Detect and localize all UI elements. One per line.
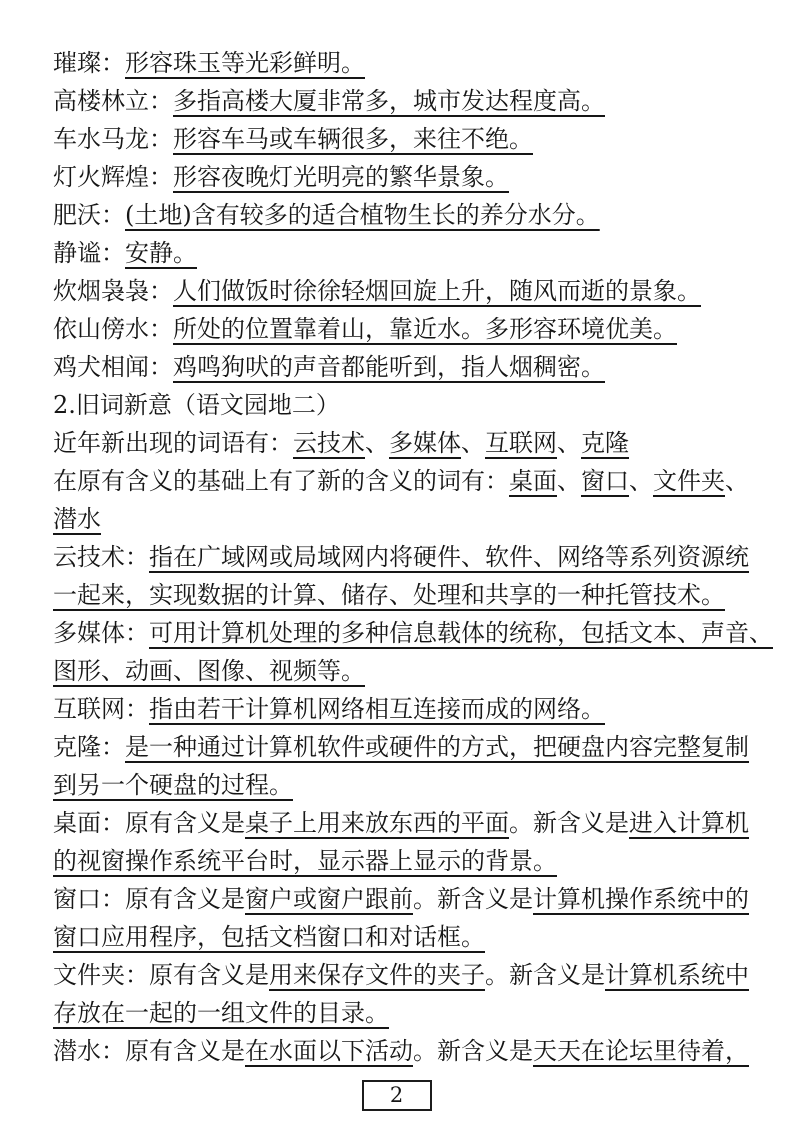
text-run: 。新含义是 <box>485 961 605 989</box>
document-line <box>53 728 755 766</box>
document-line <box>53 652 755 690</box>
underlined-text-run: 计算机系统中 <box>605 961 749 989</box>
underlined-text-run: 互联网 <box>485 429 557 457</box>
text-run: 云技术： <box>53 543 149 571</box>
underlined-text-run: 到另一个硬盘的过程。 <box>53 771 293 799</box>
text-run: 原有含义是 <box>149 961 269 989</box>
underlined-text-run: 形容车马或车辆很多，来往不绝。 <box>173 125 533 153</box>
underlined-text-run: 指由若干计算机网络相互连接而成的网络。 <box>149 695 605 723</box>
document-line <box>53 386 755 424</box>
text-run: 高楼林立： <box>53 87 173 115</box>
text-run: 原有含义是 <box>125 809 245 837</box>
document-content <box>53 44 773 1070</box>
text-run: 潜水： <box>53 1037 125 1065</box>
text-run: 原有含义是 <box>125 1037 245 1065</box>
underlined-text-run: 多媒体 <box>389 429 461 457</box>
underlined-text-run: 一起来，实现数据的计算、储存、处理和共享的一种托管技术。 <box>53 581 725 609</box>
document-line <box>53 918 755 956</box>
document-line <box>53 120 755 158</box>
document-line <box>53 576 755 614</box>
text-run: 克隆： <box>53 733 125 761</box>
text-run: 、 <box>461 429 485 457</box>
underlined-text-run: 人们做饭时徐徐轻烟回旋上升，随风而逝的景象。 <box>173 277 701 305</box>
text-run: 炊烟袅袅： <box>53 277 173 305</box>
text-run: 窗口： <box>53 885 125 913</box>
text-run: 。新含义是 <box>509 809 629 837</box>
underlined-text-run: 所处的位置靠着山，靠近水。多形容环境优美。 <box>173 315 677 343</box>
underlined-text-run: 是一种通过计算机软件或硬件的方式，把硬盘内容完整复制 <box>125 733 749 761</box>
document-line <box>53 538 755 576</box>
document-line <box>53 1032 755 1070</box>
underlined-text-run: 存放在一起的一组文件的目录。 <box>53 999 389 1027</box>
document-line <box>53 196 755 234</box>
text-run: 鸡犬相闻： <box>53 353 173 381</box>
underlined-text-run: (土地)含有较多的适合植物生长的养分水分。 <box>125 201 600 229</box>
underlined-text-run: 用来保存文件的夹子 <box>269 961 485 989</box>
document-line <box>53 44 755 82</box>
underlined-text-run: 可用计算机处理的多种信息载体的统称，包括文本、声音、 <box>149 619 773 647</box>
document-line <box>53 310 755 348</box>
text-run: 文件夹： <box>53 961 149 989</box>
text-run: 静谧： <box>53 239 125 267</box>
underlined-text-run: 进入计算机 <box>629 809 749 837</box>
text-run: 原有含义是 <box>125 885 245 913</box>
underlined-text-run: 鸡鸣狗吠的声音都能听到，指人烟稠密。 <box>173 353 605 381</box>
text-run: 、 <box>557 467 581 495</box>
document-line <box>53 234 755 272</box>
underlined-text-run: 桌面 <box>509 467 557 495</box>
text-run: 肥沃： <box>53 201 125 229</box>
text-run: 近年新出现的词语有： <box>53 429 293 457</box>
document-line <box>53 842 755 880</box>
underlined-text-run: 形容珠玉等光彩鲜明。 <box>125 49 365 77</box>
document-line <box>53 956 755 994</box>
text-run: 车水马龙： <box>53 125 173 153</box>
document-line <box>53 614 773 652</box>
text-run: 互联网： <box>53 695 149 723</box>
text-run: 在原有含义的基础上有了新的含义的词有： <box>53 467 509 495</box>
underlined-text-run: 云技术 <box>293 429 365 457</box>
page-number-box <box>362 1080 432 1111</box>
underlined-text-run: 计算机操作系统中的 <box>533 885 749 913</box>
document-line <box>53 424 755 462</box>
document-line <box>53 82 755 120</box>
underlined-text-run: 天天在论坛里待着， <box>533 1037 749 1065</box>
underlined-text-run: 桌子上用来放东西的平面 <box>245 809 509 837</box>
underlined-text-run: 窗口 <box>581 467 629 495</box>
document-line <box>53 272 755 310</box>
page-number: 2 <box>389 1083 404 1107</box>
text-run: 多媒体： <box>53 619 149 647</box>
text-run: 、 <box>725 467 749 495</box>
underlined-text-run: 潜水 <box>53 505 101 533</box>
underlined-text-run: 窗户或窗户跟前 <box>245 885 413 913</box>
document-line <box>53 880 755 918</box>
text-run: 、 <box>365 429 389 457</box>
underlined-text-run: 图形、动画、图像、视频等。 <box>53 657 365 685</box>
underlined-text-run: 窗口应用程序，包括文档窗口和对话框。 <box>53 923 485 951</box>
text-run: 依山傍水： <box>53 315 173 343</box>
document-line <box>53 462 755 500</box>
document-line <box>53 690 755 728</box>
document-line <box>53 994 755 1032</box>
document-line <box>53 348 755 386</box>
underlined-text-run: 克隆 <box>581 429 629 457</box>
document-line <box>53 500 755 538</box>
text-run: 灯火辉煌： <box>53 163 173 191</box>
underlined-text-run: 在水面以下活动 <box>245 1037 413 1065</box>
underlined-text-run: 指在广域网或局域网内将硬件、软件、网络等系列资源统 <box>149 543 749 571</box>
text-run: 2.旧词新意（语文园地二） <box>53 391 340 419</box>
document-line <box>53 766 755 804</box>
text-run: 、 <box>557 429 581 457</box>
document-line <box>53 158 755 196</box>
text-run: 。新含义是 <box>413 1037 533 1065</box>
document-line <box>53 804 755 842</box>
text-run: 。新含义是 <box>413 885 533 913</box>
underlined-text-run: 安静。 <box>125 239 197 267</box>
text-run: 桌面： <box>53 809 125 837</box>
text-run: 、 <box>629 467 653 495</box>
underlined-text-run: 形容夜晚灯光明亮的繁华景象。 <box>173 163 509 191</box>
underlined-text-run: 文件夹 <box>653 467 725 495</box>
underlined-text-run: 的视窗操作系统平台时，显示器上显示的背景。 <box>53 847 557 875</box>
text-run: 璀璨： <box>53 49 125 77</box>
underlined-text-run: 多指高楼大厦非常多，城市发达程度高。 <box>173 87 605 115</box>
